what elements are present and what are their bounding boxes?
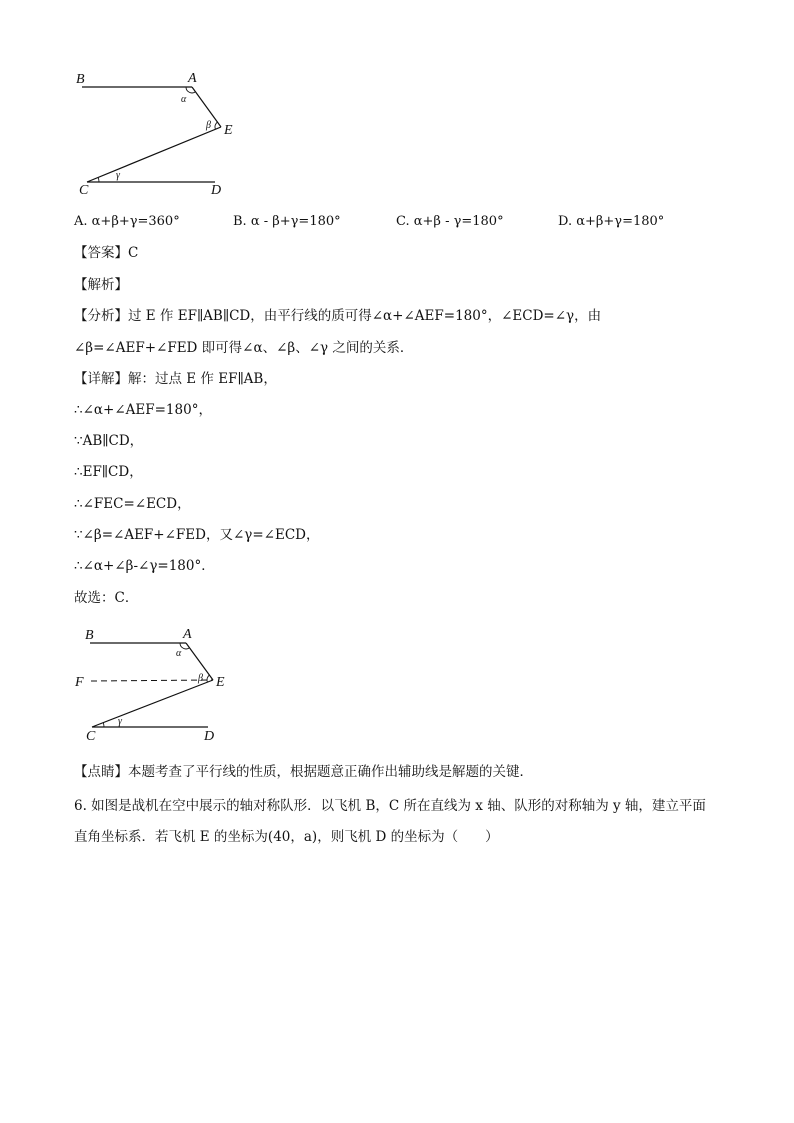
angle-gamma: γ <box>118 716 122 727</box>
option-d: D. α+β+γ=180° <box>558 214 665 229</box>
label-b: B <box>85 628 94 643</box>
detail-line-3: ∵AB∥CD， <box>74 433 144 449</box>
detail-line-7: ∴∠α+∠β-∠γ=180°． <box>74 558 215 574</box>
angle-arc-gamma <box>103 723 104 727</box>
angle-alpha: α <box>181 94 187 105</box>
option-c: C. α+β - γ=180° <box>396 214 504 229</box>
angle-arc-gamma <box>98 177 99 182</box>
label-d: D <box>211 183 222 198</box>
label-c: C <box>86 729 96 744</box>
segment-fe-dashed <box>91 680 213 681</box>
angle-beta: β <box>198 673 203 684</box>
label-d: D <box>204 729 215 744</box>
label-a: A <box>188 71 197 86</box>
figure-2 <box>70 622 250 747</box>
label-c: C <box>79 183 89 198</box>
detail-line-1: 【详解】解：过点 E 作 EF∥AB， <box>74 371 277 387</box>
detail-line-4: ∴EF∥CD， <box>74 464 143 480</box>
option-a: A. α+β+γ=360° <box>74 214 180 229</box>
segment-ec <box>92 680 213 727</box>
segment-ec <box>87 127 221 182</box>
label-e: E <box>224 123 233 138</box>
label-a: A <box>183 627 192 642</box>
detail-line-2: ∴∠α+∠AEF=180°， <box>74 402 212 418</box>
detail-line-5: ∴∠FEC=∠ECD， <box>74 496 191 512</box>
angle-beta: β <box>206 120 211 131</box>
detail-line-6: ∵∠β=∠AEF+∠FED，又∠γ=∠ECD， <box>74 527 320 543</box>
question-6-line-2: 直角坐标系．若飞机 E 的坐标为(40，a)，则飞机 D 的坐标为（ ） <box>74 829 499 845</box>
figure-1 <box>70 66 250 201</box>
comment: 【点睛】本题考查了平行线的性质，根据题意正确作出辅助线是解题的关键． <box>74 764 533 780</box>
detail-line-8: 故选：C． <box>74 590 139 606</box>
analysis-header: 【解析】 <box>74 277 128 293</box>
angle-gamma: γ <box>116 170 120 181</box>
answer: 【答案】C <box>74 245 139 261</box>
label-f: F <box>75 675 84 690</box>
analysis-line-1: 【分析】过 E 作 EF∥AB∥CD，由平行线的质可得∠α+∠AEF=180°，∠ECD=∠γ，由 <box>74 308 602 324</box>
label-b: B <box>76 72 85 87</box>
label-e: E <box>216 675 225 690</box>
angle-alpha: α <box>176 648 182 659</box>
question-6-line-1: 6. 如图是战机在空中展示的轴对称队形．以飞机 B，C 所在直线为 x 轴、队形的对称轴为 y 轴，建立平面 <box>74 798 706 814</box>
option-b: B. α - β+γ=180° <box>233 214 341 229</box>
analysis-line-2: ∠β=∠AEF+∠FED 即可得∠α、∠β、∠γ 之间的关系． <box>74 340 414 356</box>
